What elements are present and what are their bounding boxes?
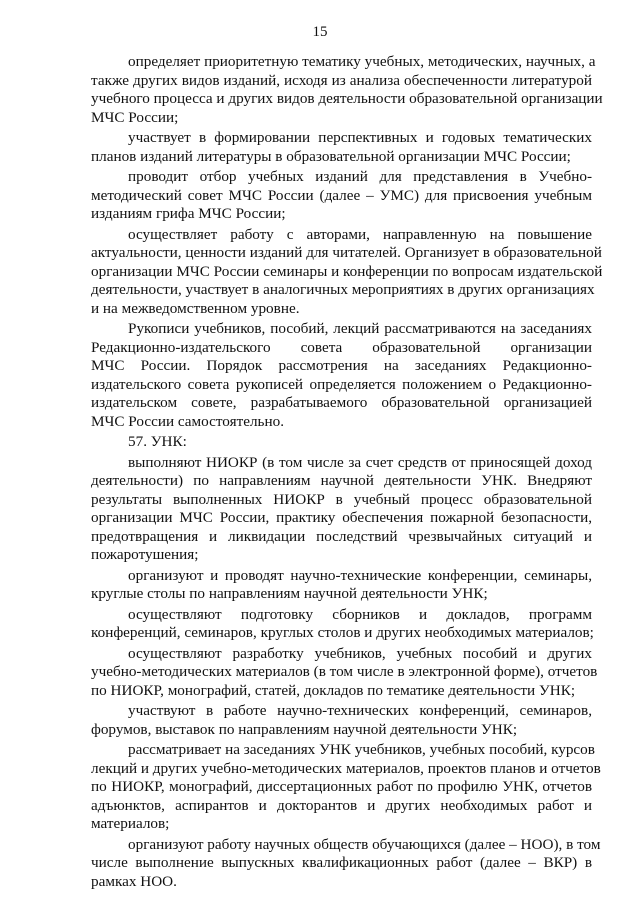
paragraph-line: форумов, выставок по направлениям научной деятельности УНК; [91, 720, 518, 738]
paragraph-line: учебно-методических материалов (в том числе в электронной форме), отчетов [91, 663, 598, 680]
paragraph-line: Рукописи учебников, пособий, лекций рассматриваются на заседаниях [128, 320, 592, 337]
paragraph-line: предотвращения и ликвидации последствий чрезвычайных ситуаций и [91, 527, 592, 545]
paragraph [91, 320, 592, 431]
paragraph-line: учебного процесса и других видов деятельности образовательной организации [91, 90, 603, 107]
paragraph-line: организуют и проводят научно-технические конференции, семинары, [128, 566, 592, 584]
paragraph [91, 225, 603, 319]
paragraph-line: определяет приоритетную тематику учебных, методических, научных, а [128, 53, 596, 70]
paragraph-line: выполняют НИОКР (в том числе за счет средств от приносящей доход [128, 453, 592, 471]
page-number: 15 [312, 24, 328, 40]
paragraph-line: рассматривает на заседаниях УНК учебников, учебных пособий, курсов [128, 741, 595, 758]
paragraph [91, 454, 592, 565]
paragraph-line: адъюнктов, аспирантов и докторантов и других необходимых работ и [91, 796, 592, 814]
paragraph-line: участвуют в работе научно-технических конференций, семинаров, [128, 702, 592, 719]
paragraph-line: осуществляют подготовку сборников и докладов, программ [128, 605, 592, 623]
paragraph [91, 644, 598, 701]
paragraph-line: организации МЧС России, практику обеспечения пожарной безопасности, [91, 509, 592, 526]
paragraph-line: лекций и других учебно-методических материалов, проектов планов и отчетов [91, 759, 601, 777]
paragraph-line: круглые столы по направлениям научной деятельности УНК; [91, 585, 488, 602]
paragraph-line: планов изданий литературы в образовательной организации МЧС России; [91, 147, 571, 165]
paragraph-line: организации МЧС России семинары и конференции по вопросам издательской [91, 262, 603, 280]
paragraph-line: актуальности, ценности изданий для читателей. Организует в образовательной [91, 244, 602, 261]
paragraph [91, 567, 592, 604]
paragraph-line: материалов; [91, 815, 170, 832]
paragraph-line: участвует в формировании перспективных и годовых тематических [128, 129, 592, 146]
paragraph-line: по НИОКР, монографий, статей, докладов по тематике деятельности УНК; [91, 681, 576, 699]
paragraph-line: Редакционно-издательского совета образовательной организации [91, 338, 592, 356]
paragraph-line: организуют работу научных обществ обучающихся (далее – НОО), в том [128, 835, 601, 853]
paragraph-line: рамках НОО. [91, 872, 177, 890]
paragraph-line: осуществляют разработку учебников, учебных пособий и других [128, 644, 592, 662]
paragraph-line: деятельности) по направлениям научной деятельности УНК. Внедряют [91, 472, 592, 489]
paragraph [91, 433, 592, 452]
paragraph [91, 53, 603, 127]
paragraph-line: МЧС России. Порядок рассмотрения на заседаниях Редакционно- [91, 357, 592, 374]
paragraph-line: 57. УНК: [128, 433, 187, 450]
paragraph [91, 835, 601, 892]
paragraph-line: деятельности, участвует в аналогичных мероприятиях в других организациях [91, 281, 595, 298]
paragraph [91, 741, 601, 834]
paragraph [91, 129, 592, 166]
paragraph-line: результаты выполненных НИОКР в учебный процесс образовательной [91, 490, 592, 508]
paragraph-line: по НИОКР, монографий, диссертационных работ по профилю УНК, отчетов [91, 778, 592, 795]
paragraph-line: пожаротушения; [91, 546, 199, 563]
paragraph-line: осуществляет работу с авторами, направленную на повышение [128, 225, 592, 243]
paragraph-line: МЧС России; [91, 108, 179, 126]
paragraph-line: методический совет МЧС России (далее – УМС) для присвоения учебным [91, 186, 592, 204]
document-body [91, 53, 603, 891]
paragraph [91, 168, 592, 224]
paragraph-line: проводит отбор учебных изданий для представления в Учебно- [128, 168, 592, 185]
paragraph-line: конференций, семинаров, круглых столов и других необходимых материалов; [91, 624, 594, 641]
paragraph-line: числе выполнение выпускных квалификационных работ (далее – ВКР) в [91, 854, 592, 871]
paragraph-line: и на межведомственном уровне. [91, 299, 300, 317]
paragraph-line: издательском совете, разрабатываемого образовательной организацией [91, 394, 592, 411]
paragraph-line: МЧС России самостоятельно. [91, 412, 284, 430]
paragraph-line: издательского совета рукописей определяется положением о Редакционно- [91, 375, 592, 393]
paragraph-line: изданиям грифа МЧС России; [91, 205, 286, 222]
paragraph-line: также других видов изданий, исходя из анализа обеспеченности литературой [91, 71, 592, 89]
paragraph [91, 606, 592, 643]
paragraph [91, 702, 592, 739]
